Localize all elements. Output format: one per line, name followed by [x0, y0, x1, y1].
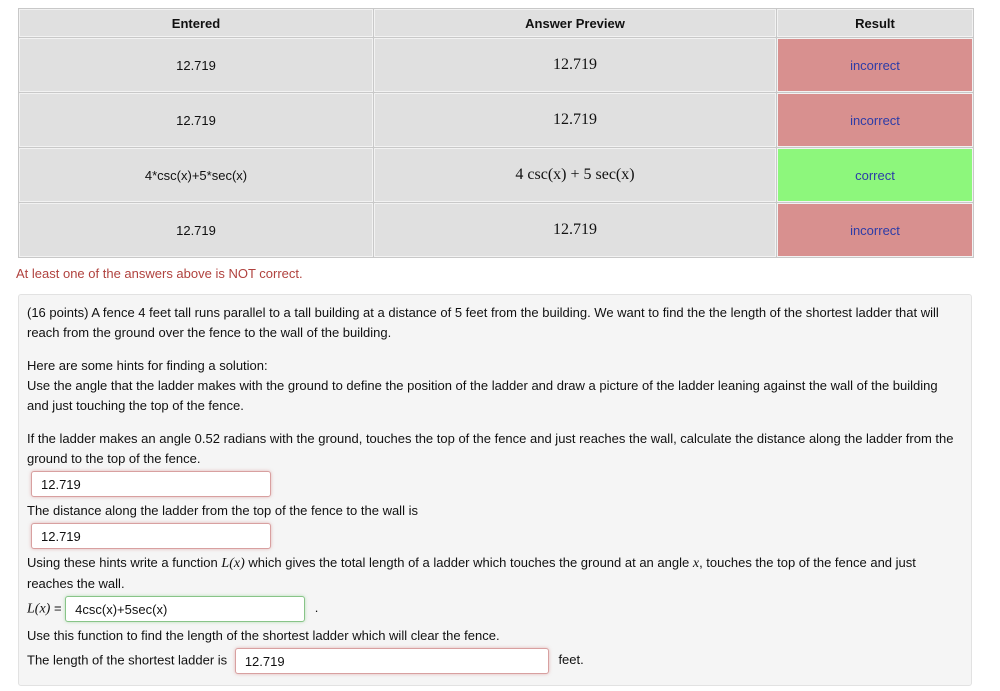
- entered-cell: 4*csc(x)+5*sec(x): [19, 148, 374, 203]
- table-row: [19, 93, 974, 148]
- unit-label: feet.: [558, 652, 584, 668]
- table-row: [19, 38, 974, 93]
- variable-symbol: x: [692, 556, 700, 571]
- entered-cell: 12.719: [19, 38, 374, 93]
- problem-intro: (16 points) A fence 4 feet tall runs parallel to a tall building at a distance of 5 feet from the building. We want to find the the length of the shortest ladder that will reach from the ground over the fence to the wall of the building.: [27, 305, 939, 340]
- hints-heading: Here are some hints for finding a solution:: [27, 358, 268, 373]
- header-answer-preview: Answer Preview: [374, 9, 777, 38]
- result-cell: correct: [777, 148, 974, 203]
- results-table: [18, 8, 974, 258]
- problem-panel: [18, 294, 972, 686]
- table-row: [19, 203, 974, 258]
- preview-cell: 12.719: [374, 203, 777, 258]
- question-3-text-2: which gives the total length of a ladder which touches the ground at an angle: [248, 555, 690, 570]
- answer-input-1[interactable]: 12.719: [31, 471, 271, 497]
- question-3-text: Using these hints write a function: [27, 555, 218, 570]
- question-3-text-3: , touches the top of the fence and just reaches the wall.: [27, 555, 916, 591]
- result-cell: incorrect: [777, 93, 974, 148]
- answer-input-2[interactable]: 12.719: [31, 523, 271, 549]
- entered-cell: 12.719: [19, 203, 374, 258]
- answer-row-2: [31, 523, 961, 551]
- result-cell: incorrect: [777, 203, 974, 258]
- answer-row-1: [31, 471, 961, 499]
- header-entered: Entered: [19, 9, 374, 38]
- equals-sign: =: [53, 600, 62, 616]
- warning-message: At least one of the answers above is NOT correct.: [16, 266, 303, 281]
- question-2: The distance along the ladder from the top of the fence to the wall is: [27, 503, 418, 518]
- final-answer-row: [27, 648, 961, 676]
- question-3: [27, 553, 961, 594]
- preview-cell: 4 csc(x) + 5 sec(x): [374, 148, 777, 203]
- entered-cell: 12.719: [19, 93, 374, 148]
- shortest-ladder-input[interactable]: 12.719: [235, 648, 549, 674]
- function-symbol: L(x): [221, 556, 245, 571]
- header-result: Result: [777, 9, 974, 38]
- question-4: Use this function to find the length of the shortest ladder which will clear the fence.: [27, 628, 500, 643]
- results-header-row: [19, 9, 974, 38]
- result-cell: incorrect: [777, 38, 974, 93]
- question-1: If the ladder makes an angle 0.52 radians with the ground, touches the top of the fence and just reaches the wall, calculate the distance along the ladder from the ground to the top of the fence.: [27, 431, 954, 466]
- preview-cell: 12.719: [374, 38, 777, 93]
- hint-text: Use the angle that the ladder makes with the ground to define the position of the ladder and draw a picture of the ladder leaning against the wall of the building and just touching the top of the fence.: [27, 378, 938, 413]
- function-answer-row: [27, 596, 961, 624]
- period: .: [314, 600, 319, 616]
- table-row: [19, 148, 974, 203]
- function-input[interactable]: 4csc(x)+5sec(x): [65, 596, 305, 622]
- function-label: L(x): [27, 601, 51, 617]
- question-5-text: The length of the shortest ladder is: [27, 652, 228, 668]
- preview-cell: 12.719: [374, 93, 777, 148]
